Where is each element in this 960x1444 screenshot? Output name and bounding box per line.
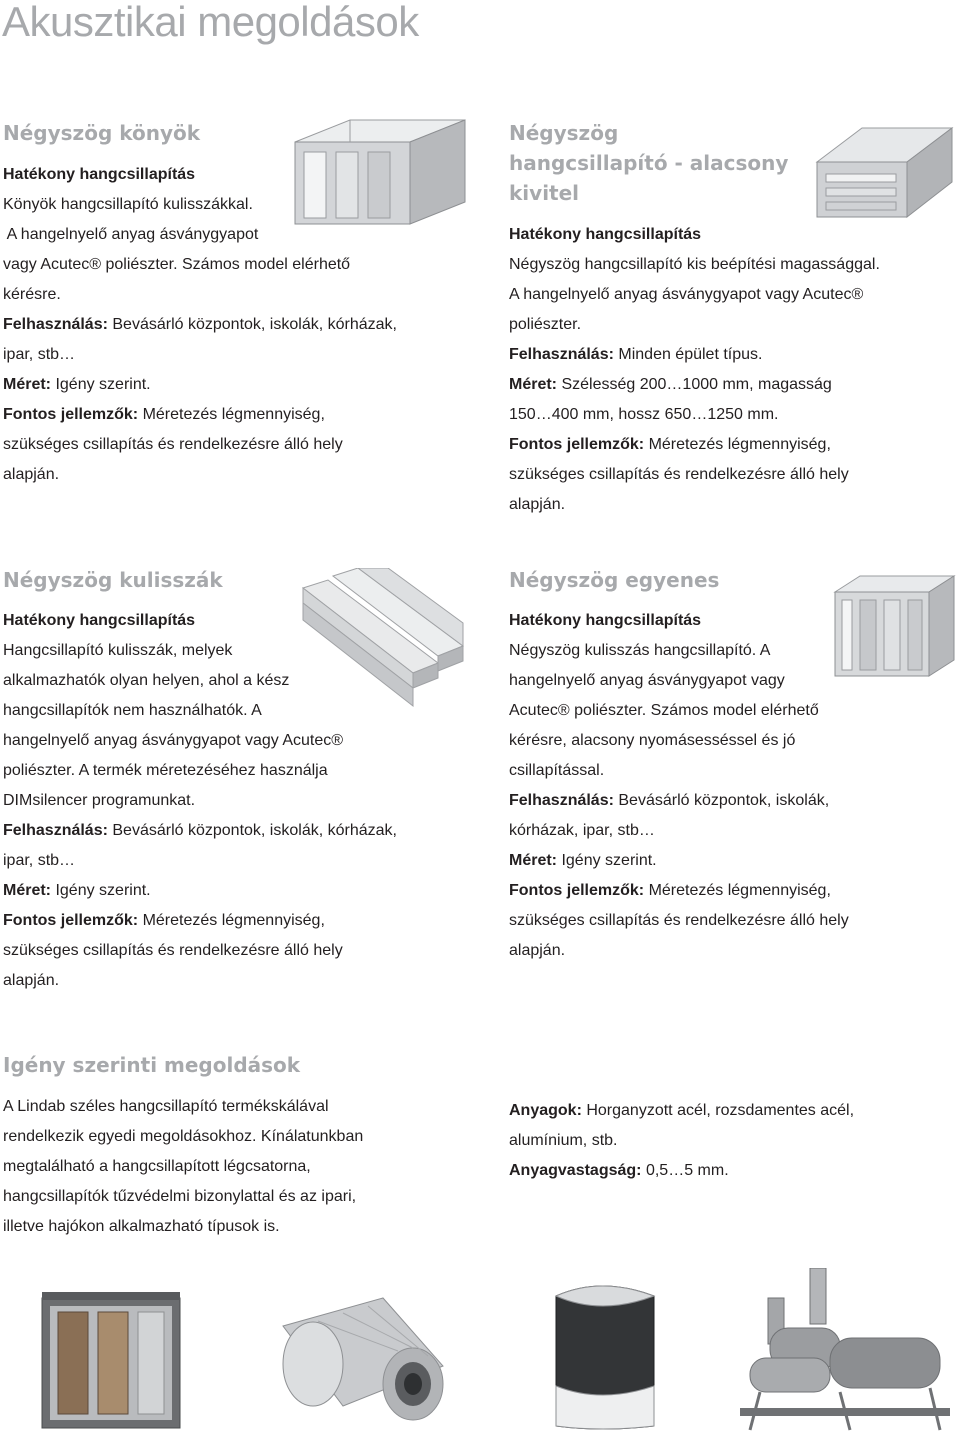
section-subtitle: Hatékony hangcsillapítás: [3, 166, 196, 183]
section-body: A Lindab széles hangcsillapító termékskálával rendelkezik egyedi megoldásokhoz. Kínálatunkban megtalálható a hangcsillapított légcsatorna, hangcsillapítók tűzvédelmi bizonylattal és az ipari, illetve hajókon alkalmazható típusok is.: [3, 1098, 364, 1235]
circular-silencer-image: [273, 1296, 445, 1424]
section-subtitle: Hatékony hangcsillapítás: [509, 226, 702, 243]
section-title: Négyszög kulisszák: [3, 568, 223, 592]
section-title: Négyszög egyenes: [509, 568, 720, 592]
section-igeny: [3, 1050, 473, 1242]
section-body: Négyszög kulisszás hangcsillapító. A hangelnyelő anyag ásványgyapot vagy Acutec® poliészter. Számos model elérhető kérésre, alacsony nyomásesséssel és jó csillapítással. Felhasználás: Bevásárló központok, iskolák, kórházak, ipar, stb… Méret: Igény szerint. Fontos jellemzők: Méretezés légmennyiség, szükséges csillapítás és rendelkezésre álló hely alapján.: [509, 642, 849, 959]
straight-silencer-image: [830, 572, 958, 680]
section-body: Könyök hangcsillapító kulisszákkal. A hangelnyelő anyag ásványgyapot vagy Acutec® poliészter. Számos model elérhető kérésre. Felhasználás: Bevásárló központok, iskolák, kórházak, ipar, stb… Méret: Igény szerint. Fontos jellemzők: Méretezés légmennyiség, szükséges csillapítás és rendelkezésre álló hely alapján.: [3, 196, 397, 483]
materials-block: Anyagok: Horganyzott acél, rozsdamentes acél, alumínium, stb. Anyagvastagság: 0,5…5 mm.: [509, 1102, 855, 1179]
section-body: Hangcsillapító kulisszák, melyek alkalmazhatók olyan helyen, ahol a kész hangcsillapítók nem használhatók. A hangelnyelő anyag ásványgyapot vagy Acutec® poliészter. A termék méretezéséhez használja DIMsilencer programunkat. Felhasználás: Bevásárló központok, iskolák, kórházak, ipar, stb… Méret: Igény szerint. Fontos jellemzők: Méretezés légmennyiség, szükséges csillapítás és rendelkezésre álló hely alapján.: [3, 642, 397, 989]
splitter-panels-image: [298, 568, 468, 708]
section-subtitle: Hatékony hangcsillapítás: [509, 612, 702, 629]
industrial-silencer-image: [740, 1268, 958, 1434]
rect-duct-silencer-image: [40, 1290, 182, 1430]
low-profile-silencer-image: [812, 122, 958, 222]
elbow-silencer-image: [290, 112, 470, 227]
page-title: Akusztikai megoldások: [2, 0, 419, 45]
section-body: Négyszög hangcsillapító kis beépítési magassággal. A hangelnyelő anyag ásványgyapot vagy Acutec® poliészter. Felhasználás: Minden épület típus. Méret: Szélesség 200…1000 mm, magasság 150…400 mm, hossz 650…1250 mm. Fontos jellemzők: Méretezés légmennyiség, szükséges csillapítás és rendelkezésre álló hely alapján.: [509, 256, 880, 513]
section-title: Négyszög könyök: [3, 121, 201, 145]
section-title: Igény szerinti megoldások: [3, 1053, 301, 1077]
section-title: Négyszög hangcsillapító - alacsony kivitel: [509, 121, 789, 205]
section-subtitle: Hatékony hangcsillapítás: [3, 612, 196, 629]
hood-silencer-image: [546, 1276, 658, 1432]
